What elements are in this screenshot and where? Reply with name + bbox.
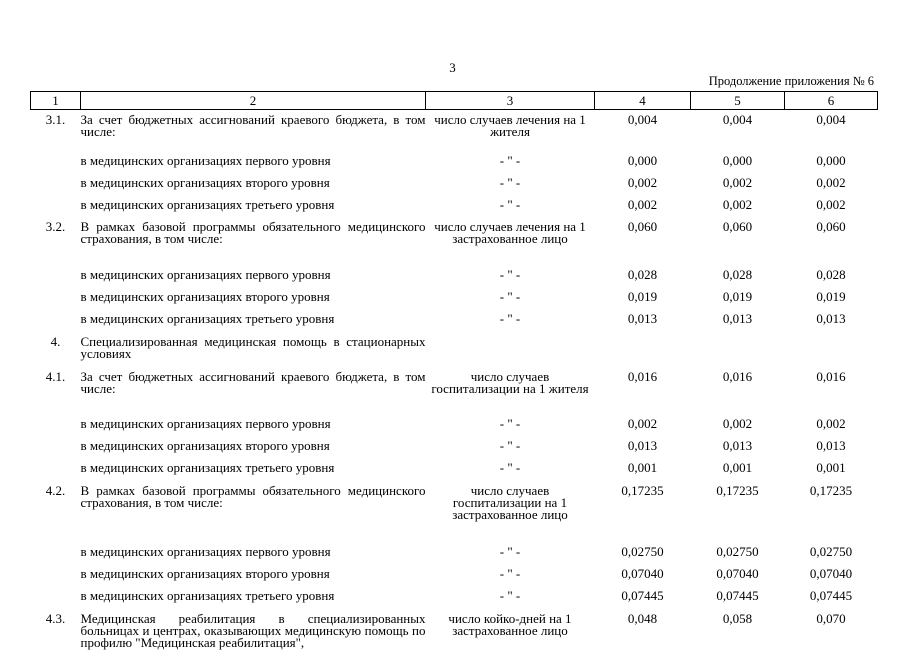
row-number: 4.1. (45, 369, 66, 384)
row-number (31, 310, 81, 332)
row-value-col5: 0,013 (722, 311, 753, 326)
continuation-note: Продолжение приложения № 6 (708, 74, 874, 88)
row-name: в медицинских организациях третьего уровня (80, 460, 335, 475)
row-unit: - " - (499, 197, 521, 212)
header-col-5: 5 (691, 92, 785, 110)
row-name: Медицинская реабилитация в специализированных больницах и центрах, оказывающих медицинскую помощь по профилю "Медицинская реабилитация", (80, 611, 426, 650)
table-row (31, 437, 878, 459)
table-row (31, 288, 878, 310)
row-number (31, 152, 81, 174)
row-unit: - " - (499, 153, 521, 168)
row-value-col6: 0,07445 (809, 588, 853, 603)
row-value-col6: 0,17235 (809, 483, 853, 498)
row-number (31, 174, 81, 196)
row-name: В рамках базовой программы обязательного медицинского страхования, в том числе: (80, 483, 426, 510)
table-row (31, 609, 878, 657)
row-value-col4 (595, 332, 691, 367)
row-unit: число случаев госпитализации на 1 застрахованное лицо (452, 483, 568, 522)
row-name: в медицинских организациях второго уровня (80, 566, 330, 581)
row-name: в медицинских организациях второго уровня (80, 289, 330, 304)
row-value-col6: 0,02750 (809, 544, 853, 559)
row-unit: - " - (499, 175, 521, 190)
row-name: в медицинских организациях второго уровня (80, 175, 330, 190)
row-value-col4: 0,02750 (621, 544, 664, 559)
row-value-col6: 0,013 (816, 311, 846, 326)
row-value-col4: 0,002 (627, 416, 658, 431)
row-value-col6: 0,07040 (809, 566, 853, 581)
table-row (31, 310, 878, 332)
header-col-3: 3 (426, 92, 595, 110)
row-value-col5: 0,013 (722, 438, 753, 453)
row-value-col4: 0,002 (627, 175, 658, 190)
row-value-col5: 0,004 (722, 112, 753, 127)
page-number: 3 (449, 60, 456, 75)
row-number: 3.2. (45, 219, 66, 234)
row-value-col5: 0,02750 (716, 544, 759, 559)
row-name: в медицинских организациях первого уровня (80, 544, 331, 559)
row-value-col6: 0,002 (816, 197, 846, 212)
row-value-col4: 0,016 (627, 369, 658, 384)
row-unit: - " - (499, 460, 521, 475)
row-value-col6: 0,028 (816, 267, 846, 282)
row-number (31, 288, 81, 310)
row-value-col5: 0,060 (722, 219, 753, 234)
row-value-col5: 0,028 (722, 267, 753, 282)
row-number (31, 415, 81, 437)
row-value-col5: 0,002 (722, 416, 753, 431)
row-name: Специализированная медицинская помощь в стационарных условиях (80, 334, 426, 361)
table-row (31, 543, 878, 565)
header-col-1: 1 (31, 92, 81, 110)
row-unit (426, 332, 595, 367)
row-number: 4.3. (45, 611, 66, 626)
table-row (31, 266, 878, 288)
row-unit: - " - (499, 416, 521, 431)
row-number (31, 587, 81, 609)
row-value-col6: 0,002 (816, 416, 846, 431)
row-value-col4: 0,028 (627, 267, 658, 282)
row-name: За счет бюджетных ассигнований краевого бюджета, в том числе: (80, 112, 426, 139)
row-value-col5 (691, 332, 785, 367)
row-value-col4: 0,002 (627, 197, 658, 212)
table-row (31, 587, 878, 609)
row-value-col4: 0,060 (627, 219, 658, 234)
row-value-col4: 0,001 (627, 460, 658, 475)
row-unit: число случаев лечения на 1 застрахованное лицо (434, 219, 586, 246)
row-value-col5: 0,07040 (716, 566, 759, 581)
row-name: За счет бюджетных ассигнований краевого бюджета, в том числе: (80, 369, 426, 396)
row-unit: число случаев лечения на 1 жителя (434, 112, 586, 139)
table-row (31, 196, 878, 218)
row-unit: - " - (499, 311, 521, 326)
row-name: в медицинских организациях третьего уровня (80, 311, 335, 326)
row-value-col6: 0,060 (816, 219, 846, 234)
row-name: в медицинских организациях первого уровня (80, 153, 331, 168)
table-row (31, 367, 878, 415)
row-value-col6: 0,013 (816, 438, 846, 453)
row-value-col5: 0,002 (722, 197, 753, 212)
row-value-col6: 0,001 (816, 460, 846, 475)
table-row (31, 481, 878, 543)
table-row (31, 174, 878, 196)
indicators-table (30, 91, 878, 657)
row-value-col5: 0,07445 (716, 588, 759, 603)
row-name: в медицинских организациях первого уровня (80, 267, 331, 282)
row-unit: - " - (499, 544, 521, 559)
row-number: 4. (50, 334, 61, 349)
row-number: 3.1. (45, 112, 66, 127)
row-value-col6: 0,016 (816, 369, 846, 384)
row-value-col4: 0,17235 (621, 483, 664, 498)
row-unit: - " - (499, 438, 521, 453)
row-unit: число случаев госпитализации на 1 жителя (431, 369, 589, 396)
header-col-2: 2 (81, 92, 426, 110)
row-name: в медицинских организациях третьего уровня (80, 197, 335, 212)
header-row (31, 92, 878, 110)
row-name: В рамках базовой программы обязательного медицинского страхования, в том числе: (80, 219, 426, 246)
row-value-col4: 0,000 (627, 153, 658, 168)
row-number: 4.2. (45, 483, 66, 498)
row-value-col5: 0,058 (722, 611, 753, 626)
row-value-col4: 0,07445 (621, 588, 664, 603)
row-value-col5: 0,001 (722, 460, 753, 475)
row-value-col6 (785, 332, 878, 367)
row-value-col6: 0,070 (816, 611, 846, 626)
row-value-col4: 0,013 (627, 311, 658, 326)
row-value-col4: 0,048 (627, 611, 658, 626)
table-row (31, 565, 878, 587)
row-value-col4: 0,004 (627, 112, 658, 127)
row-value-col6: 0,019 (816, 289, 846, 304)
table-row (31, 332, 878, 367)
row-number (31, 437, 81, 459)
row-unit: число койко-дней на 1 застрахованное лицо (448, 611, 572, 638)
row-number (31, 266, 81, 288)
row-value-col6: 0,000 (816, 153, 846, 168)
table-row (31, 110, 878, 153)
row-value-col5: 0,002 (722, 175, 753, 190)
header-col-4: 4 (595, 92, 691, 110)
row-name: в медицинских организациях первого уровня (80, 416, 331, 431)
row-unit: - " - (499, 566, 521, 581)
table-row (31, 459, 878, 481)
row-value-col4: 0,07040 (621, 566, 664, 581)
row-number (31, 459, 81, 481)
row-number (31, 565, 81, 587)
row-name: в медицинских организациях третьего уровня (80, 588, 335, 603)
row-value-col5: 0,17235 (716, 483, 759, 498)
row-value-col5: 0,019 (722, 289, 753, 304)
row-value-col5: 0,016 (722, 369, 753, 384)
row-value-col4: 0,019 (627, 289, 658, 304)
row-value-col4: 0,013 (627, 438, 658, 453)
row-value-col6: 0,002 (816, 175, 846, 190)
table-row (31, 152, 878, 174)
row-unit: - " - (499, 289, 521, 304)
row-number (31, 196, 81, 218)
header-col-6: 6 (785, 92, 878, 110)
table-row (31, 415, 878, 437)
row-unit: - " - (499, 588, 521, 603)
row-value-col6: 0,004 (816, 112, 846, 127)
row-name: в медицинских организациях второго уровня (80, 438, 330, 453)
table-row (31, 218, 878, 266)
row-value-col5: 0,000 (722, 153, 753, 168)
row-unit: - " - (499, 267, 521, 282)
row-number (31, 543, 81, 565)
